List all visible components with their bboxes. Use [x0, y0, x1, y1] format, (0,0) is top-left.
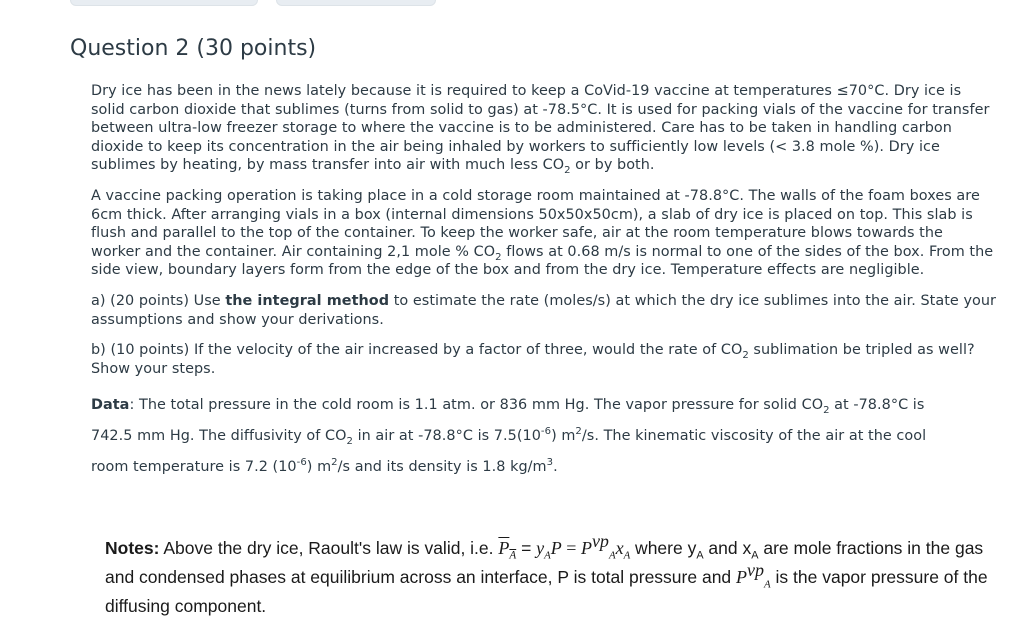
notes-section: Notes: Above the dry ice, Raoult's law is valid, i.e. $P_A = y_AP = P^{vp}_Ax_A$ where $y_A$ and $x_A$ are mole fractions in the gas and condensed phases at equilibrium across an interface, P is total pressure and $P^{vp}_A$ is the vapor pressure of the diffusing component. — [105, 531, 988, 616]
part-a: a) (20 points) Use the integral method to estimate the rate (moles/s) at which the dry ice sublimes into the air. State your assumptions and show your derivations. — [91, 292, 997, 328]
notes-label: Notes: — [105, 538, 160, 558]
paragraph-intro: Dry ice has been in the news lately because it is required to keep a CoVid-19 vaccine at temperatures ≤70°C. Dry ice is solid carbon dioxide that sublimes (turns from solid to gas) at -78.5°C. It is used for packing vials of the vaccine for transfer between ultra-low freezer storage to where the vaccine is to be administered. Care has to be taken in handling carbon dioxide to keep its concentration in the air being inhaled by workers to sufficiently low levels (< 3.8 mole %). Dry ice sublimes by heating, by mass transfer into air with much less $CO_2$ or by both. — [91, 83, 990, 177]
top-tab-2[interactable] — [276, 0, 436, 6]
question-title: Question 2 — [70, 36, 190, 61]
data-line-3: room temperature is 7.2 $(10^{-6})$ $m^2/s$ and its density is 1.8 $kg/m^3$. — [91, 457, 558, 476]
question-header — [70, 36, 316, 61]
paragraph-scenario: A vaccine packing operation is taking place in a cold storage room maintained at -78.8°C. The walls of the foam boxes are 6cm thick. After arranging vials in a box (internal dimensions 50x50x50cm), a slab of dry ice is placed on top. This slab is flush and parallel to the top of the container. To keep the worker safe, air at the room temperature blows towards the worker and the container. Air containing 2,1 mole % $CO_2$ flows at 0.68 m/s is normal to one of the sides of the box. From the side view, boundary layers form from the edge of the box and from the dry ice. Temperature effects are negligible. — [91, 187, 994, 279]
data-section — [91, 390, 996, 483]
data-line-2: 742.5 mm Hg. The diffusivity of $CO_2$ in air at -78.8°C is $7.5(10^{-6})$ $m^2/s$. The kinematic viscosity of the air at the cool — [91, 426, 927, 448]
question-body — [91, 82, 996, 483]
part-b: b) (10 points) If the velocity of the air increased by a factor of three, would the rate of $CO_2$ sublimation be tripled as well? Show your steps. — [91, 342, 975, 377]
question-points: (30 points) — [196, 36, 317, 61]
data-line-1: Data: The total pressure in the cold room is 1.1 atm. or 836 mm Hg. The vapor pressure for solid $CO_2$ at -78.8°C is — [91, 397, 925, 417]
partial-pressure-symbol: $P_A$ — [498, 538, 517, 562]
top-tab-1[interactable] — [70, 0, 258, 6]
